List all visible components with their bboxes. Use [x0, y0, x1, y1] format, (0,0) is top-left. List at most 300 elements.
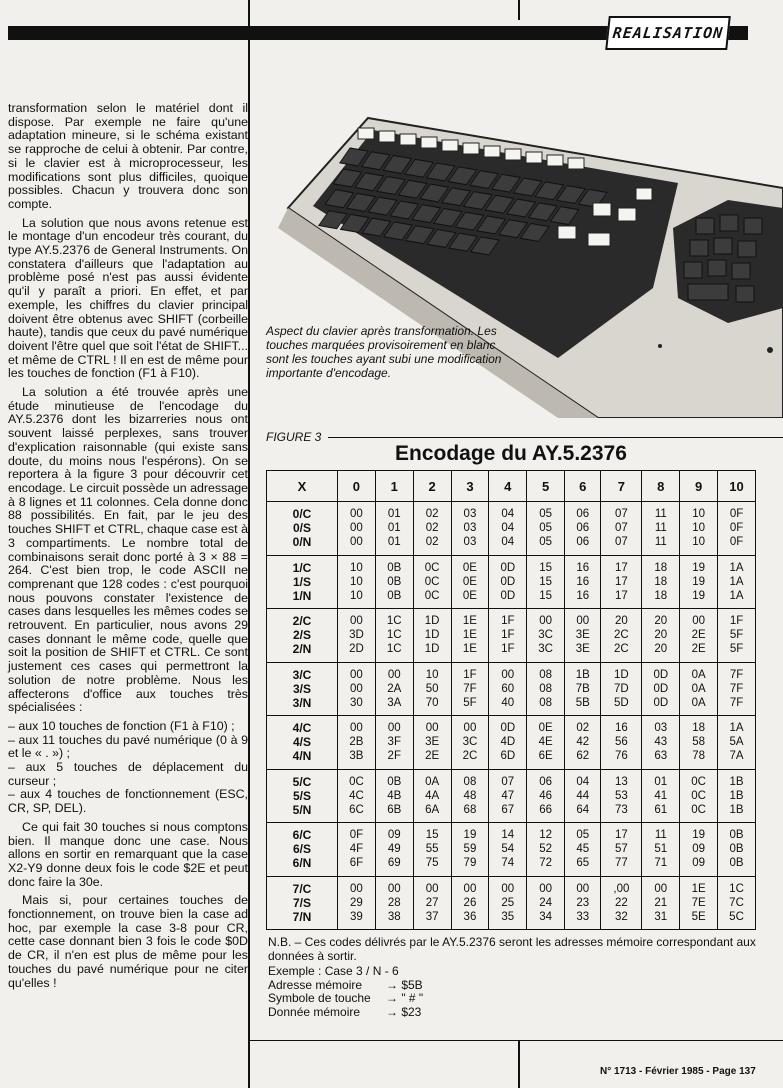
column-header: 9 — [680, 471, 718, 502]
cell-code: 02 — [425, 522, 439, 535]
cell-code: 34 — [539, 910, 553, 923]
cell-code: 02 — [576, 722, 590, 735]
cell-code: 1A — [729, 589, 744, 602]
cell-code: 3E — [575, 629, 590, 642]
table-cell — [413, 716, 451, 770]
cell-code: 06 — [539, 775, 553, 788]
cell-code: 46 — [539, 789, 553, 802]
table-cell — [527, 555, 565, 609]
table-cell — [489, 609, 527, 663]
table-cell — [338, 502, 376, 556]
cell-code: 6A — [425, 803, 440, 816]
cell-code: 00 — [501, 668, 515, 681]
cell-code: 17 — [614, 589, 628, 602]
table-row — [267, 716, 756, 770]
table-cell — [642, 609, 680, 663]
cell-code: 00 — [350, 682, 363, 695]
cell-code: 5D — [614, 696, 629, 709]
table-row — [267, 769, 756, 823]
cell-code: 79 — [463, 857, 477, 870]
cell-code: 0A — [691, 696, 706, 709]
table-cell — [680, 716, 718, 770]
cell-code: 00 — [425, 722, 439, 735]
cell-code: 06 — [576, 522, 590, 535]
cell-code: 0E — [462, 589, 477, 602]
cell-code: 0C — [349, 775, 364, 788]
row-label — [267, 823, 338, 877]
paragraph-4: Ce qui fait 30 touches si nous comptons bien. Il manque donc une case. Nous allons en sortir en remarquant que la case X2-Y9 donne deux fois le code $2E et peut donc faire la 30e. — [8, 819, 248, 889]
cell-code: 0E — [462, 561, 477, 574]
table-cell — [338, 769, 376, 823]
cell-code: 55 — [425, 843, 439, 856]
cell-code: 20 — [654, 615, 668, 628]
cell-code: 29 — [350, 896, 363, 909]
table-cell — [601, 823, 642, 877]
cell-code: 0A — [691, 668, 706, 681]
cell-code: 1F — [501, 629, 515, 642]
table-cell — [489, 662, 527, 716]
cell-code: 30 — [350, 696, 363, 709]
figure-title: Encodage du AY.5.2376 — [395, 442, 627, 465]
table-cell — [718, 769, 756, 823]
table-cell — [338, 716, 376, 770]
cell-code: 71 — [654, 857, 668, 870]
column-header: 7 — [601, 471, 642, 502]
table-cell — [451, 769, 489, 823]
cell-code: 60 — [501, 682, 515, 695]
cell-code: 76 — [614, 750, 628, 763]
table-cell — [718, 716, 756, 770]
cell-code: 07 — [614, 536, 628, 549]
table-cell — [642, 769, 680, 823]
table-cell — [375, 876, 413, 930]
table-row — [267, 555, 756, 609]
cell-code: 19 — [692, 829, 706, 842]
cell-code: 7A — [729, 750, 744, 763]
cell-code: 1D — [614, 668, 629, 681]
table-cell — [718, 823, 756, 877]
cell-code: 04 — [501, 508, 515, 521]
figure-label: FIGURE 3 — [266, 430, 322, 444]
cell-code: 1C — [729, 882, 744, 895]
cell-code: 41 — [654, 789, 668, 802]
section-badge: REALISATION — [605, 16, 731, 50]
example-row — [268, 979, 768, 993]
paragraph-1: transformation selon le matériel dont il dispose. Par exemple ne faire qu'une adaptation mineure, si le schéma existant se rapproche de celui à obtenir. Par contre, si le clavier est à microprocesseur, les modifications sont plus difficiles, quoique possibles. Chacun y trouvera donc son compte. — [8, 101, 248, 211]
row-label — [267, 876, 338, 930]
table-cell — [413, 609, 451, 663]
cell-code: 5F — [463, 696, 477, 709]
cell-code: 65 — [576, 857, 590, 870]
column-header: 3 — [451, 471, 489, 502]
cell-code: 4F — [349, 843, 364, 856]
cell-code: 56 — [614, 736, 628, 749]
cell-code: 3F — [387, 736, 401, 749]
cell-code: 00 — [425, 882, 439, 895]
cell-code: 61 — [654, 803, 668, 816]
row-label-line: 0/S — [292, 521, 311, 536]
cell-code: 31 — [654, 910, 668, 923]
table-cell — [527, 823, 565, 877]
footer-divider — [518, 1040, 520, 1088]
paragraph-2: La solution que nous avons retenue est le montage d'un encodeur très courant, du type AY.5.2376 de General Instruments. On constatera d'ailleurs que l'adaptation au problème posé n'est pas aussi évidente qu'il y paraît a priori. En effet, et par exemple, les chiffres du clavier principal doivent être obtenus avec SHIFT (corbeille haute), tandis que ceux du pavé numérique doivent l'être quel que soit l'état de SHIFT... et même de CTRL ! Il en est de même pour les touches de fonction (F1 à F10). — [8, 215, 248, 381]
cell-code: 08 — [539, 696, 553, 709]
cell-code: 32 — [614, 910, 628, 923]
cell-code: 54 — [501, 843, 515, 856]
cell-code: ,00 — [613, 882, 630, 895]
cell-code: 62 — [576, 750, 590, 763]
cell-code: 1C — [386, 643, 402, 656]
cell-code: 75 — [425, 857, 439, 870]
cell-code: 00 — [539, 615, 553, 628]
cell-code: 19 — [692, 561, 706, 574]
cell-code: 07 — [614, 522, 628, 535]
example-key: Adresse mémoire — [268, 977, 363, 992]
cell-code: 1B — [729, 803, 744, 816]
table-cell — [489, 502, 527, 556]
cell-code: 2A — [387, 682, 402, 695]
cell-code: 50 — [425, 682, 439, 695]
cell-code: 10 — [692, 522, 706, 535]
row-label-line: 5/N — [292, 802, 312, 817]
cell-code: 06 — [576, 508, 590, 521]
cell-code: 09 — [692, 857, 706, 870]
table-cell — [338, 876, 376, 930]
row-label-line: 3/N — [292, 695, 312, 710]
cell-code: 03 — [654, 722, 668, 735]
row-label-line: 7/N — [292, 909, 312, 924]
cell-code: 00 — [539, 882, 553, 895]
cell-code: 15 — [539, 575, 553, 588]
cell-code: 11 — [654, 536, 667, 549]
table-cell — [680, 823, 718, 877]
table-cell — [527, 876, 565, 930]
column-header: 6 — [565, 471, 601, 502]
cell-code: 11 — [654, 522, 667, 535]
table-cell — [375, 502, 413, 556]
cell-code: 10 — [350, 561, 363, 574]
cell-code: 05 — [539, 522, 553, 535]
cell-code: 17 — [614, 561, 628, 574]
cell-code: 05 — [539, 536, 553, 549]
cell-code: 1F — [501, 615, 515, 628]
table-cell — [527, 502, 565, 556]
cell-code: 00 — [350, 522, 363, 535]
table-cell — [527, 662, 565, 716]
cell-code: 00 — [350, 882, 363, 895]
row-label-line: 5/C — [292, 774, 312, 789]
cell-code: 33 — [576, 910, 590, 923]
row-label-line: 2/C — [292, 614, 312, 629]
table-cell — [338, 823, 376, 877]
table-cell — [375, 555, 413, 609]
table-header-row — [267, 471, 756, 502]
table-cell — [680, 502, 718, 556]
table-cell — [413, 502, 451, 556]
cell-code: 00 — [387, 882, 401, 895]
cell-code: 00 — [463, 882, 477, 895]
cell-code: 48 — [463, 789, 477, 802]
row-label-line: 1/C — [292, 560, 312, 575]
table-cell — [451, 716, 489, 770]
cell-code: 03 — [463, 522, 477, 535]
cell-code: 78 — [692, 750, 706, 763]
table-cell — [680, 609, 718, 663]
table-cell — [601, 662, 642, 716]
cell-code: 58 — [692, 736, 706, 749]
table-cell — [489, 769, 527, 823]
table-cell — [565, 555, 601, 609]
cell-code: 15 — [539, 589, 553, 602]
cell-code: 1A — [729, 561, 744, 574]
cell-code: 53 — [614, 789, 628, 802]
cell-code: 15 — [425, 829, 439, 842]
cell-code: 00 — [350, 615, 363, 628]
cell-code: 09 — [387, 829, 401, 842]
cell-code: 36 — [463, 910, 477, 923]
cell-code: 40 — [501, 696, 515, 709]
cell-code: 00 — [350, 668, 363, 681]
cell-code: 16 — [576, 561, 590, 574]
cell-code: 3C — [538, 643, 553, 656]
row-label-line: 1/S — [292, 574, 311, 589]
cell-code: 4E — [538, 736, 553, 749]
cell-code: 47 — [501, 789, 515, 802]
cell-code: 5E — [691, 910, 706, 923]
cell-code: 0D — [500, 575, 516, 588]
cell-code: 08 — [463, 775, 477, 788]
example-row — [268, 1006, 768, 1020]
cell-code: 1E — [462, 629, 477, 642]
cell-code: 0C — [691, 803, 706, 816]
cell-code: 37 — [425, 910, 439, 923]
row-label-line: 7/S — [292, 895, 311, 910]
cell-code: 3E — [575, 643, 590, 656]
cell-code: 00 — [576, 882, 590, 895]
table-cell — [527, 609, 565, 663]
cell-code: 74 — [501, 857, 515, 870]
cell-code: 59 — [463, 843, 477, 856]
cell-code: 2C — [614, 643, 629, 656]
cell-code: 00 — [463, 722, 477, 735]
cell-code: 70 — [425, 696, 439, 709]
table-cell — [601, 876, 642, 930]
example-value: → $23 — [386, 1004, 422, 1019]
row-label — [267, 555, 338, 609]
cell-code: 0B — [387, 589, 402, 602]
example-key: Symbole de touche — [268, 991, 371, 1005]
cell-code: 52 — [539, 843, 553, 856]
cell-code: 2E — [425, 750, 440, 763]
cell-code: 77 — [614, 857, 628, 870]
cell-code: 0C — [424, 589, 440, 602]
column-header: X — [267, 471, 338, 502]
cell-code: 14 — [501, 829, 515, 842]
figure-rule — [328, 437, 783, 438]
column-header: 0 — [338, 471, 376, 502]
table-cell — [413, 876, 451, 930]
table-row — [267, 876, 756, 930]
cell-code: 0E — [538, 722, 553, 735]
cell-code: 6C — [349, 803, 364, 816]
table-cell — [489, 555, 527, 609]
cell-code: 03 — [463, 536, 477, 549]
table-cell — [527, 769, 565, 823]
cell-code: 00 — [387, 722, 401, 735]
table-cell — [642, 555, 680, 609]
cell-code: 5F — [729, 629, 744, 642]
cell-code: 7F — [463, 682, 477, 695]
cell-code: 16 — [614, 722, 628, 735]
cell-code: 00 — [576, 615, 590, 628]
cell-code: 39 — [350, 910, 363, 923]
example-key: Donnée mémoire — [268, 1004, 361, 1019]
article-body — [8, 102, 248, 995]
cell-code: 0D — [653, 668, 669, 681]
cell-code: 0B — [729, 829, 744, 842]
cell-code: 0D — [500, 589, 516, 602]
cell-code: 7F — [729, 682, 744, 695]
table-cell — [489, 823, 527, 877]
cell-code: 18 — [654, 589, 668, 602]
table-cell — [375, 662, 413, 716]
table-row — [267, 662, 756, 716]
table-cell — [718, 662, 756, 716]
cell-code: 1E — [462, 643, 477, 656]
cell-code: 3C — [538, 629, 553, 642]
paragraph-3: La solution a été trouvée après une étude minutieuse de l'encodage du AY.5.2376 dont les bizarreries nous ont souvent laissé perplexes, sans trouver d'explication raisonnable (qui existe sans doute, du moins nous l'espérons). On se reportera à la figure 3 pour découvrir cet encodage. Le circuit possède un adressage à 8 lignes et 11 colonnes. Cela donne donc 88 possibilités. En fait, par le jeu des touches SHIFT et CTRL, chaque case est à 3 compartiments. Le nombre total de combinaisons serait donc porté à 3 × 88 = 264. C'est bien trop, le code ASCII ne comprenant que 128 codes : c'est pourquoi nous pouvons constater l'existence de cases dans lesquelles les mêmes codes se retrouvent. En particulier, nous avons 29 cases donnant le même code, quelle que soit la position de SHIFT et CTRL. Ce sont justement ces cases qui permettront la solution de notre problème. Nous les affecterons d'office aux touches très spécialisées : — [8, 385, 248, 715]
cell-code: 1A — [729, 575, 744, 588]
table-cell — [413, 555, 451, 609]
cell-code: 1F — [463, 668, 477, 681]
cell-code: 1F — [501, 643, 515, 656]
cell-code: 09 — [692, 843, 706, 856]
table-row — [267, 823, 756, 877]
cell-code: 68 — [463, 803, 477, 816]
table-cell — [565, 662, 601, 716]
cell-code: 7D — [614, 682, 629, 695]
cell-code: 00 — [654, 882, 668, 895]
table-row — [267, 502, 756, 556]
cell-code: 02 — [425, 536, 439, 549]
cell-code: 01 — [387, 536, 401, 549]
cell-code: 20 — [614, 615, 628, 628]
table-cell — [680, 769, 718, 823]
column-header: 2 — [413, 471, 451, 502]
table-cell — [718, 609, 756, 663]
cell-code: 6E — [538, 750, 553, 763]
cell-code: 18 — [654, 561, 668, 574]
cell-code: 67 — [501, 803, 515, 816]
cell-code: 02 — [425, 508, 439, 521]
cell-code: 18 — [654, 575, 668, 588]
cell-code: 17 — [614, 829, 628, 842]
example-row — [268, 992, 768, 1006]
cell-code: 10 — [350, 575, 363, 588]
cell-code: 19 — [463, 829, 477, 842]
table-cell — [451, 823, 489, 877]
list-item: – aux 5 touches de déplacement du curseur ; — [8, 760, 248, 788]
cell-code: 17 — [614, 575, 628, 588]
cell-code: 7F — [729, 668, 744, 681]
note-block — [268, 936, 768, 1019]
cell-code: 0F — [729, 536, 744, 549]
cell-code: 1C — [386, 615, 402, 628]
cell-code: 20 — [654, 629, 668, 642]
row-label-line: 0/C — [292, 507, 312, 522]
table-cell — [642, 823, 680, 877]
example-value: → " # " — [386, 991, 424, 1005]
cell-code: 73 — [614, 803, 628, 816]
cell-code: 19 — [692, 589, 706, 602]
cell-code: 04 — [501, 522, 515, 535]
table-cell — [601, 609, 642, 663]
cell-code: 0D — [500, 561, 516, 574]
row-label-line: 1/N — [292, 588, 312, 603]
table-cell — [565, 716, 601, 770]
cell-code: 1D — [424, 643, 440, 656]
table-cell — [680, 876, 718, 930]
cell-code: 27 — [425, 896, 439, 909]
cell-code: 01 — [387, 508, 401, 521]
cell-code: 3D — [349, 629, 364, 642]
row-label-line: 5/S — [292, 788, 311, 803]
column-header: 1 — [375, 471, 413, 502]
cell-code: 0E — [462, 575, 477, 588]
table-cell — [565, 609, 601, 663]
table-cell — [451, 876, 489, 930]
cell-code: 04 — [576, 775, 590, 788]
table-cell — [375, 769, 413, 823]
table-cell — [718, 502, 756, 556]
table-cell — [451, 502, 489, 556]
row-label-line: 3/S — [292, 681, 311, 696]
cell-code: 3A — [387, 696, 402, 709]
row-label-line: 4/N — [292, 749, 312, 764]
cell-code: 45 — [576, 843, 590, 856]
cell-code: 66 — [539, 803, 553, 816]
cell-code: 44 — [576, 789, 590, 802]
table-cell — [565, 502, 601, 556]
footer-rule — [250, 1040, 783, 1041]
cell-code: 0C — [691, 789, 706, 802]
table-cell — [642, 662, 680, 716]
cell-code: 51 — [654, 843, 668, 856]
cell-code: 00 — [350, 722, 363, 735]
table-cell — [718, 876, 756, 930]
table-row — [267, 609, 756, 663]
cell-code: 23 — [576, 896, 590, 909]
cell-code: 3C — [462, 736, 478, 749]
table-cell — [375, 609, 413, 663]
table-cell — [375, 716, 413, 770]
cell-code: 15 — [539, 561, 553, 574]
cell-code: 18 — [692, 722, 706, 735]
cell-code: 2C — [614, 629, 629, 642]
cell-code: 00 — [501, 882, 515, 895]
cell-code: 64 — [576, 803, 590, 816]
row-label-line: 6/C — [292, 828, 312, 843]
cell-code: 4A — [425, 789, 440, 802]
row-label — [267, 716, 338, 770]
row-label-line: 2/N — [292, 642, 312, 657]
cell-code: 10 — [692, 536, 706, 549]
cell-code: 0B — [729, 843, 744, 856]
cell-code: 04 — [501, 536, 515, 549]
column-divider-right — [518, 0, 520, 20]
cell-code: 5B — [575, 696, 590, 709]
row-label-line: 4/S — [292, 735, 311, 750]
